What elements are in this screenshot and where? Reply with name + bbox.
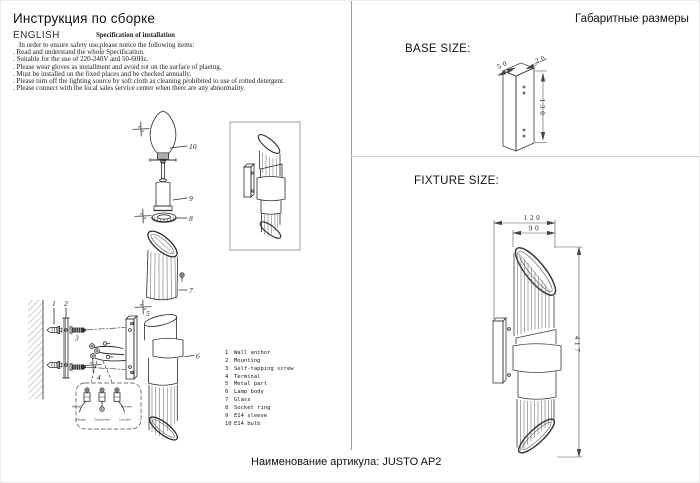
callout-6: 6 bbox=[196, 351, 200, 361]
callout-7: 7 bbox=[189, 286, 193, 295]
e14-bulb-drawing bbox=[150, 111, 187, 162]
wall-anchor-drawing bbox=[47, 308, 62, 369]
parts-list-item: 9 E14 sleeve bbox=[225, 412, 268, 419]
parts-list-item: 4 Terminal bbox=[225, 373, 261, 380]
parts-list-item: 7 Glass bbox=[225, 397, 251, 404]
spec-of-installation-title: Specification of installation bbox=[96, 32, 175, 39]
instruction-line: . Please connect with the local sales service center when there are any abnormality. bbox=[13, 84, 246, 93]
wall-drawing bbox=[28, 300, 43, 399]
mounting-plate-drawing bbox=[63, 308, 70, 378]
fixture-inner-width-dim: 9 0 bbox=[528, 224, 540, 233]
base-isometric-box bbox=[503, 63, 534, 151]
callout-5: 5 bbox=[146, 309, 150, 318]
base-size-label: BASE SIZE: bbox=[405, 43, 471, 55]
fixture-height-dim: 4 1 7 bbox=[573, 335, 581, 353]
upper-glass-drawing bbox=[144, 227, 187, 301]
base-size-drawing bbox=[489, 49, 579, 159]
callout-1: 1 bbox=[52, 299, 56, 308]
fixture-dimensions bbox=[494, 220, 583, 457]
fixture-size-drawing bbox=[484, 199, 604, 464]
callout-10: 10 bbox=[189, 142, 197, 151]
fixture-lamp-drawing bbox=[493, 243, 561, 458]
callout-9: 9 bbox=[189, 194, 193, 203]
fixture-outer-width-dim: 1 2 0 bbox=[523, 214, 541, 222]
lamp-body-drawing bbox=[126, 312, 194, 443]
wiring-label-live: Live wire bbox=[121, 404, 133, 409]
callout-3: 3 bbox=[75, 333, 79, 343]
parts-list-item: 1 Wall anchor bbox=[225, 350, 271, 356]
base-height-dim: 1 3 0 bbox=[538, 98, 546, 116]
assembled-view-inset bbox=[230, 122, 300, 250]
screw-cross-mark bbox=[134, 208, 152, 224]
base-depth-dim: 2 0 bbox=[534, 54, 547, 66]
instruction-line: . Suitable for the use of 220-240V and 50-60Hz. bbox=[13, 55, 149, 64]
callout-8: 8 bbox=[189, 214, 193, 223]
socket-ring-drawing bbox=[152, 213, 187, 222]
wiring-label-live: Live wire bbox=[119, 417, 131, 422]
instructions-intro: In order to ensure safety use,please notice the following items: bbox=[19, 41, 195, 49]
base-width-dim: 5 0 bbox=[495, 59, 509, 71]
e14-sleeve-drawing bbox=[150, 159, 187, 211]
parts-list-item: 6 Lamp body bbox=[225, 389, 264, 396]
screw-cross-mark bbox=[132, 121, 150, 137]
fixture-size-label: FIXTURE SIZE: bbox=[414, 175, 500, 187]
parts-list-item: 8 Socket ring bbox=[225, 404, 271, 411]
article-name: Наименование артикула: JUSTO AP2 bbox=[251, 456, 442, 468]
instruction-line: . Must be installed on the fixed places and be checked annually. bbox=[13, 69, 192, 78]
wiring-label-neutral: Neutral bbox=[76, 417, 86, 422]
vertical-divider bbox=[351, 1, 352, 450]
language-label: ENGLISH bbox=[13, 30, 60, 41]
callout-2: 2 bbox=[64, 299, 68, 308]
exploded-assembly-diagram bbox=[13, 103, 343, 451]
assembly-instruction-title: Инструкция по сборке bbox=[13, 11, 156, 26]
instruction-line: . Please turn off the lighting source by soft cloth as cleaning prohibited to use of rotted detergent. bbox=[13, 77, 285, 86]
parts-list-item: 3 Self-tapping screw bbox=[225, 365, 294, 372]
wiring-detail-bubble bbox=[72, 383, 141, 429]
safety-instructions bbox=[13, 42, 285, 92]
overall-dimensions-title: Габаритные размеры bbox=[575, 13, 689, 25]
wiring-label-neutral: Neutral bbox=[71, 404, 81, 409]
wiring-label-ground: Ground wire bbox=[94, 417, 110, 422]
terminal-wires-drawing bbox=[90, 342, 126, 382]
callout-4: 4 bbox=[97, 373, 101, 382]
instruction-line: . Please wear gloves as installment and avoid rot on the surface of plaetng. bbox=[13, 62, 222, 71]
instruction-line: . Read and understand the whole Specification. bbox=[13, 48, 145, 57]
parts-list-item: 5 Metal part bbox=[225, 381, 268, 388]
parts-list-item: 2 Mounting bbox=[225, 357, 261, 364]
parts-list-item: 10 E14 bulb bbox=[225, 420, 261, 427]
